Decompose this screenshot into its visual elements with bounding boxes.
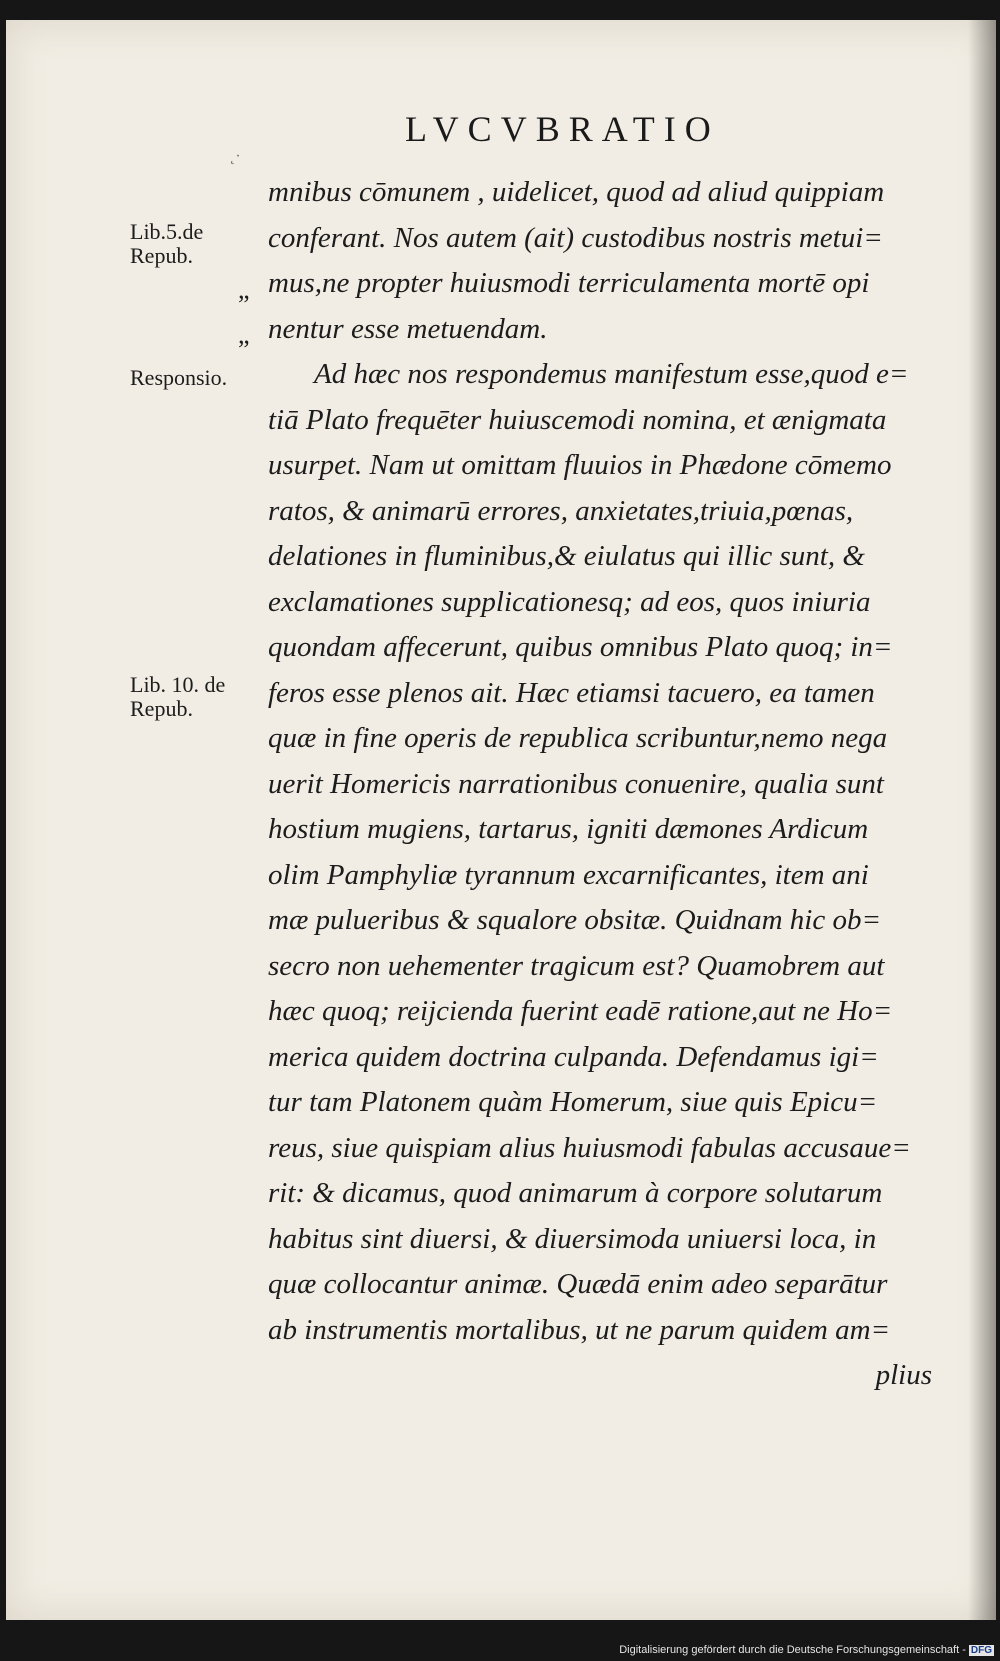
dfg-logo: DFG xyxy=(970,1645,992,1656)
text-line: Ad hæc nos respondemus manifestum esse,quod e= xyxy=(314,358,909,390)
margin-note-responsio xyxy=(130,366,227,390)
text-line: hæc quoq; reijcienda fuerint eadē ratione,aut ne Ho= xyxy=(268,995,893,1027)
text-line: quondam affecerunt, quibus omnibus Plato quoq; in= xyxy=(268,631,893,663)
text-line: merica quidem doctrina culpanda. Defendamus igi= xyxy=(268,1040,879,1073)
text-line: tiā Plato frequēter huiuscemodi nomina, et ænigmata xyxy=(268,403,887,436)
margin-note-line: Repub. xyxy=(130,696,193,721)
text-line: olim Pamphyliæ tyrannum excarnificantes, item ani xyxy=(268,858,869,891)
quote-mark: ” xyxy=(238,290,251,319)
text-line: ratos, & animarū errores, anxietates,triuia,pœnas, xyxy=(268,494,854,527)
text-line: exclamationes supplicationesq; ad eos, quos iniuria xyxy=(268,585,871,618)
catchword: plius xyxy=(875,1359,932,1391)
text-line: uerit Homericis narrationibus conuenire, qualia sunt xyxy=(268,767,884,800)
text-line: secro non uehementer tragicum est? Quamobrem aut xyxy=(268,949,885,982)
text-line: mnibus cōmunem , uidelicet, quod ad aliud quippiam xyxy=(268,176,885,208)
text-line: habitus sint diuersi, & diuersimoda uniuersi loca, in xyxy=(268,1222,877,1255)
text-line: usurpet. Nam ut omittam fluuios in Phædone cōmemo xyxy=(268,449,892,481)
digitization-credit xyxy=(619,1644,994,1656)
margin-note-line: Lib. 10. de xyxy=(130,672,226,697)
text-line: mæ pulueribus & squalore obsitæ. Quidnam hic ob= xyxy=(268,904,882,936)
margin-note-line: Repub. xyxy=(130,243,193,268)
text-line: mus,ne propter huiusmodi terriculamenta mortē opi xyxy=(268,267,870,299)
text-line: delationes in fluminibus,& eiulatus qui illic sunt, & xyxy=(268,540,865,572)
body-text xyxy=(268,170,948,1399)
text-line: ab instrumentis mortalibus, ut ne parum quidem am= xyxy=(268,1313,891,1346)
text-line: tur tam Platonem quàm Homerum, siue quis Epicu= xyxy=(268,1086,878,1118)
text-line: feros esse plenos ait. Hæc etiamsi tacuero, ea tamen xyxy=(268,676,875,709)
running-head: LVCVBRATIO xyxy=(405,109,720,149)
text-line: quæ in fine operis de republica scribuntur,nemo nega xyxy=(268,722,888,754)
page-edge-shadow xyxy=(968,20,996,1620)
quote-mark: ” xyxy=(238,335,251,364)
text-line: quæ collocantur animæ. Quædā enim adeo separātur xyxy=(268,1268,888,1300)
credit-text: Digitalisierung gefördert durch die Deutsche Forschungsgemeinschaft - xyxy=(619,1644,966,1656)
ink-blot: ˛· xyxy=(230,148,241,165)
text-line: reus, siue quispiam alius huiusmodi fabulas accusaue= xyxy=(268,1131,911,1164)
text-line: nentur esse metuendam. xyxy=(268,312,548,345)
text-line: hostium mugiens, tartarus, igniti dæmones Ardicum xyxy=(268,813,869,845)
margin-note-line: Responsio. xyxy=(130,365,228,390)
margin-note-lib10 xyxy=(130,673,225,721)
margin-note-line: Lib.5.de xyxy=(130,219,204,244)
margin-note-lib5 xyxy=(130,220,203,268)
text-line: rit: & dicamus, quod animarum à corpore solutarum xyxy=(268,1177,883,1209)
text-line: conferant. Nos autem (ait) custodibus nostris metui= xyxy=(268,221,883,254)
